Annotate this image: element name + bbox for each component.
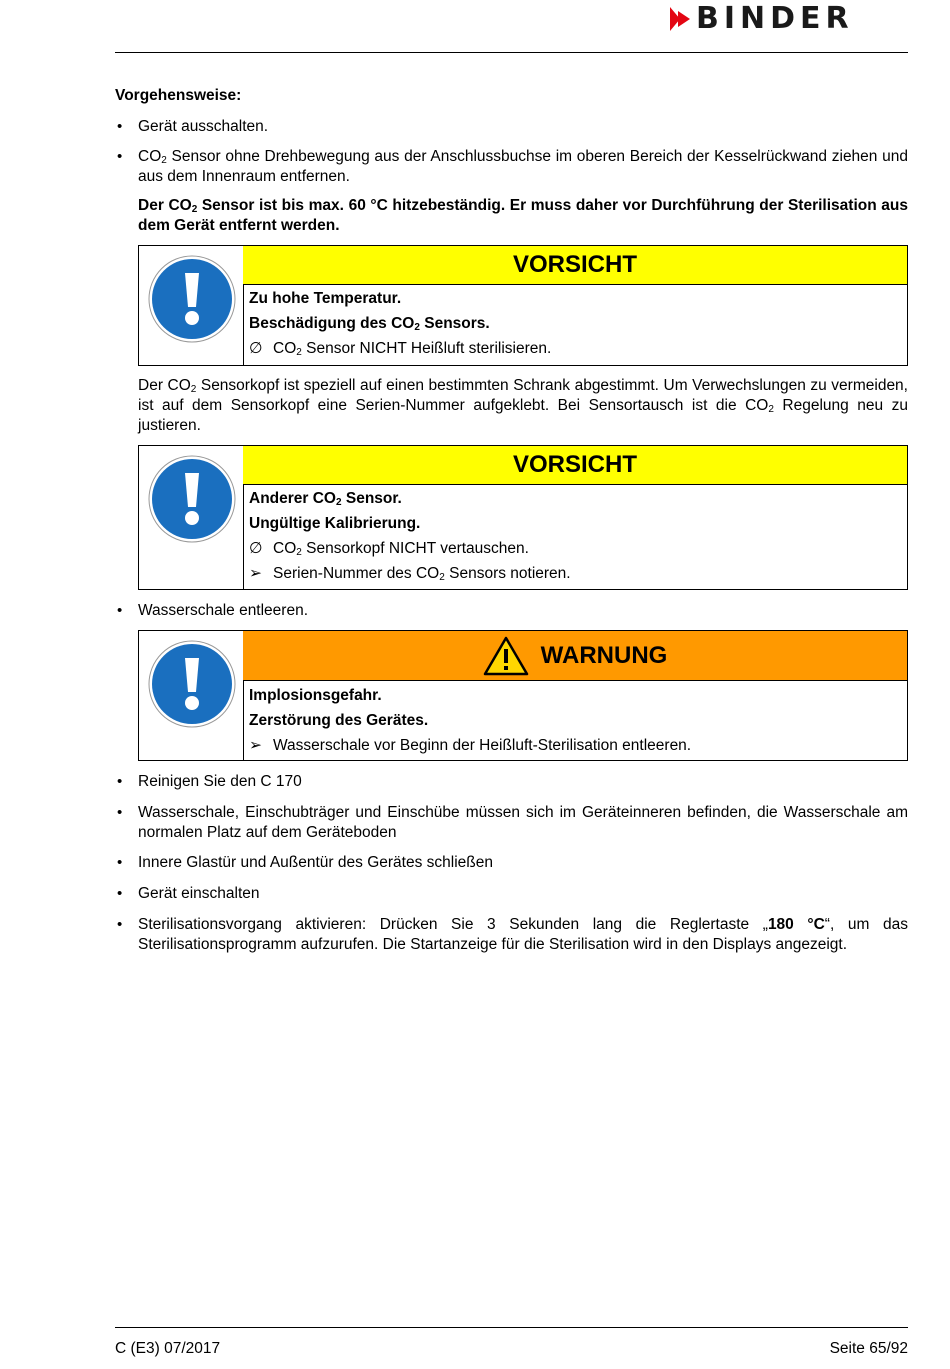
notice-line: ➢ Serien-Nummer des $CO_2$ Sensors notieren.: [249, 561, 903, 586]
notice-line: Anderer $CO_2$ Sensor.: [249, 490, 402, 508]
notice-line: Implosionsgefahr.: [249, 687, 382, 704]
binder-logo-mark-icon: [668, 5, 692, 33]
step-power-off: Gerät ausschalten.: [138, 118, 269, 135]
bullet: •: [117, 602, 123, 619]
page-number: Seite 65/92: [829, 1340, 908, 1357]
notice-line: Zu hohe Temperatur.: [249, 290, 402, 307]
notice-line: ∅ $CO_2$ Sensorkopf NICHT vertauschen.: [249, 536, 903, 561]
exclamation-mandatory-icon: [148, 255, 236, 343]
arrow-symbol: ➢: [249, 737, 262, 754]
notice-line: ➢ Wasserschale vor Beginn der Heißluft-Sterilisation entleeren.: [249, 733, 903, 758]
exclamation-mandatory-icon: [148, 455, 236, 543]
bullet: •: [117, 804, 123, 821]
bullet: •: [117, 854, 123, 871]
step-remove-sensor: $CO_2$ Sensor ohne Drehbewegung aus der Anschlussbuchse im oberen Bereich der Kesselrückwand ziehen und aus dem Innenraum entfernen.: [138, 148, 908, 185]
section-heading: Vorgehensweise:: [115, 87, 242, 104]
step-shelves-inside: Wasserschale, Einschubträger und Einschübe müssen sich im Geräteinneren befinden, die Wasserschale am normalen Platz auf dem Geräteboden: [138, 804, 908, 841]
step-close-doors: Innere Glastür und Außentür des Gerätes schließen: [138, 854, 493, 871]
step-empty-water-tray: Wasserschale entleeren.: [138, 602, 309, 619]
caution-box-sensor: [138, 445, 908, 590]
footer-rule: [115, 1327, 908, 1328]
notice-line: Beschädigung des $CO_2$ Sensors.: [249, 315, 490, 333]
notice-line: ∅ $CO_2$ Sensor NICHT Heißluft sterilisieren.: [249, 336, 903, 361]
note-sensor-head: Der $CO_2$ Sensorkopf ist speziell auf einen bestimmten Schrank abgestimmt. Um Verwechslungen zu vermeiden, ist auf dem Sensorkopf eine Serien-Nummer aufgeklebt. Bei Sensortausch ist die $CO_2$ Regelung neu zu justieren.: [138, 377, 909, 434]
bullet: •: [117, 916, 123, 933]
notice-line: Ungültige Kalibrierung.: [249, 515, 421, 532]
bullet: •: [117, 773, 123, 790]
step-clean: Reinigen Sie den C 170: [138, 773, 302, 790]
exclamation-mandatory-icon: [148, 640, 236, 728]
brand-name: BINDER: [696, 1, 854, 36]
binder-logo: [668, 1, 908, 36]
warning-triangle-icon: [483, 636, 529, 676]
prohibition-symbol: ∅: [249, 340, 263, 357]
warning-box-implosion: [138, 630, 908, 761]
prohibition-symbol: ∅: [249, 540, 263, 557]
notice-title: VORSICHT: [243, 246, 907, 285]
caution-box-temperature: [138, 245, 908, 366]
step-power-on: Gerät einschalten: [138, 885, 260, 902]
document-version: C (E3) 07/2017: [115, 1340, 221, 1357]
bullet: •: [117, 148, 123, 165]
bullet: •: [117, 118, 123, 135]
arrow-symbol: ➢: [249, 565, 262, 582]
notice-title: WARNUNG: [243, 631, 907, 681]
notice-line: Zerstörung des Gerätes.: [249, 712, 429, 729]
header-rule: [115, 52, 908, 53]
note-heat-resistance: Der $CO_2$ Sensor ist bis max. 60 °C hitzebeständig. Er muss daher vor Durchführung der Sterilisation aus dem Gerät entfernt werden.: [138, 197, 908, 234]
bullet: •: [117, 885, 123, 902]
notice-title: VORSICHT: [243, 446, 907, 485]
step-activate-sterilization: Sterilisationsvorgang aktivieren: Drücken Sie 3 Sekunden lang die Reglertaste „180 °C“, um das Sterilisationsprogramm aufzurufen. Die Startanzeige für die Sterilisation wird in den Displays angezeigt.: [138, 916, 908, 953]
